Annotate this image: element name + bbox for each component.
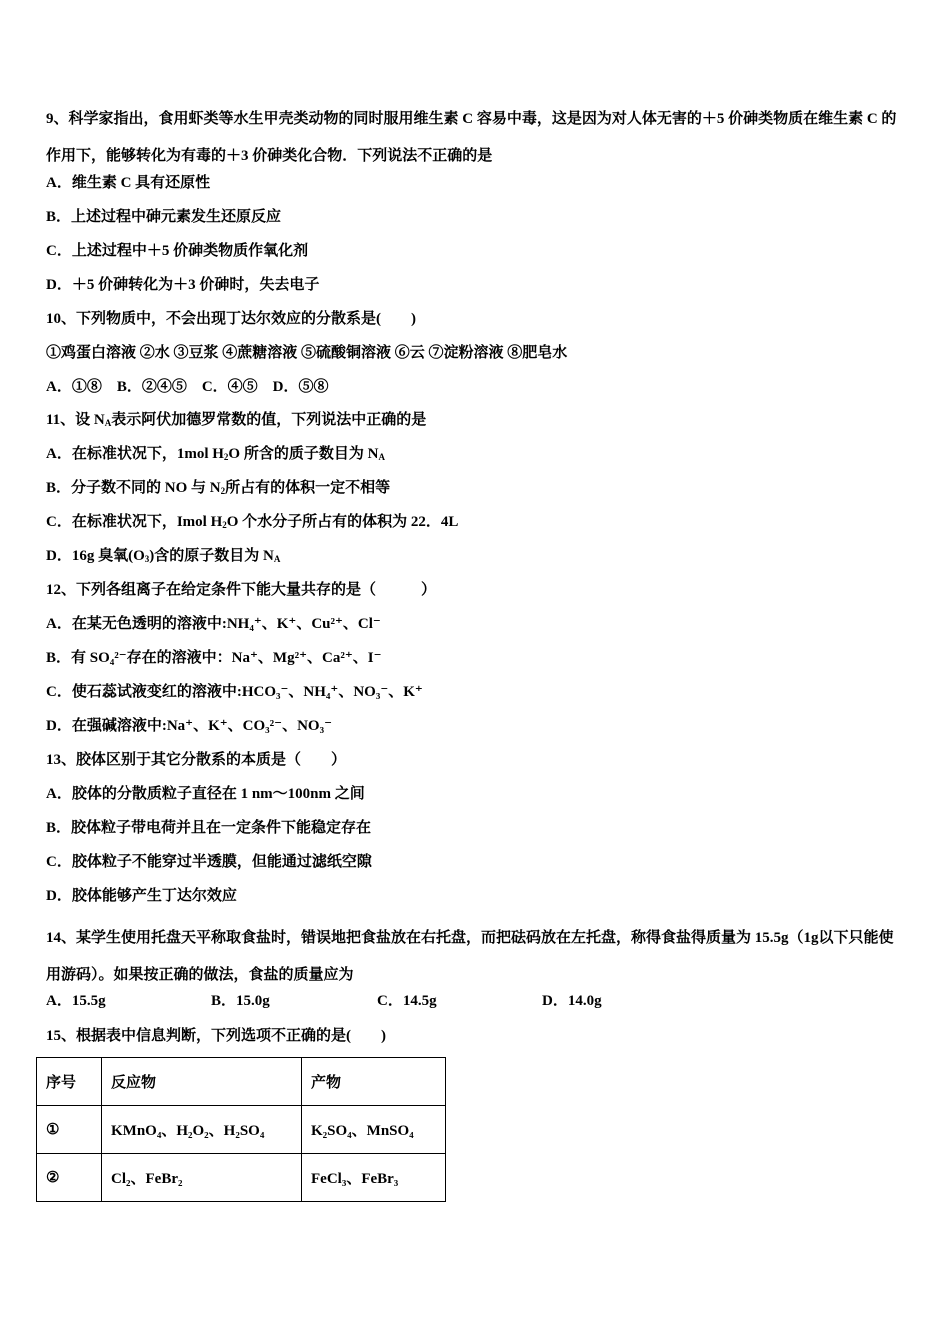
q10-options: A．①⑧ B．②④⑤ C．④⑤ D．⑤⑧ [46,379,329,395]
q10-stem: 10、下列物质中，不会出现丁达尔效应的分散系是( ) [46,311,416,327]
row-no: ② [37,1154,102,1202]
table-header-row [37,1058,446,1106]
q14-stem: 14、某学生使用托盘天平称取食盐时，错误地把食盐放在右托盘，而把砝码放在左托盘，称得食盐得质量为 15.5g（1g以下只能使用游码）。如果按正确的做法，食盐的质量应为 [46,930,894,983]
q12-option-a: A．在某无色透明的溶液中:NH₄⁺、K⁺、Cu²⁺、Cl⁻ [46,616,381,632]
q11-option-c: C．在标准状况下，Imol $H_2O$ 个水分子所占有的体积为 22．4L [46,514,459,530]
q11-option-a: A．在标准状况下，1mol $H_2O$ 所含的质子数目为 $N_A$ [46,446,385,462]
q10-list: ①鸡蛋白溶液 ②水 ③豆浆 ④蔗糖溶液 ⑤硫酸铜溶液 ⑥云 ⑦淀粉溶液 ⑧肥皂水 [46,345,568,361]
row-products: K₂SO₄、MnSO₄ [302,1106,446,1154]
q13-option-d: D．胶体能够产生丁达尔效应 [46,888,237,904]
q9-option-d: D．＋5 价砷转化为＋3 价砷时，失去电子 [46,277,320,293]
table-row [37,1106,446,1154]
q12-option-c: C．使石蕊试液变红的溶液中:HCO₃⁻、NH₄⁺、NO₃⁻、K⁺ [46,684,423,700]
q11-stem: 11、设 $N_A$表示阿伏加德罗常数的值，下列说法中正确的是 [46,412,427,428]
q9-option-a: A．维生素 C 具有还原性 [46,175,211,191]
q12-option-b: B．有 SO₄²⁻存在的溶液中：Na⁺、Mg²⁺、Ca²⁺、I⁻ [46,650,382,666]
q15-table [36,1057,446,1202]
q14-option-b: B．15.0g [211,993,270,1009]
q13-option-c: C．胶体粒子不能穿过半透膜，但能通过滤纸空隙 [46,854,372,870]
q11-option-b: B．分子数不同的 NO 与 $N_2$所占有的体积一定不相等 [46,480,391,496]
q9-stem: 9、科学家指出，食用虾类等水生甲壳类动物的同时服用维生素 C 容易中毒，这是因为对人体无害的＋5 价砷类物质在维生素 C 的作用下，能够转化为有毒的＋3 价砷类化合物．下列说法不正确的是 [46,111,897,164]
q14-option-d: D．14.0g [542,993,602,1009]
q12-option-d: D．在强碱溶液中:Na⁺、K⁺、CO₃²⁻、NO₃⁻ [46,718,332,734]
q13-option-a: A．胶体的分散质粒子直径在 1 nm～100nm 之间 [46,786,365,802]
q12-stem: 12、下列各组离子在给定条件下能大量共存的是（ ） [46,582,437,598]
row-no: ① [37,1106,102,1154]
q9-option-b: B．上述过程中砷元素发生还原反应 [46,209,282,225]
q14-option-c: C．14.5g [377,993,437,1009]
row-reactants: KMnO₄、H₂O₂、H₂SO₄ [102,1106,302,1154]
header-no: 序号 [37,1058,102,1106]
q13-stem: 13、胶体区别于其它分散系的本质是（ ） [46,752,347,768]
q11-option-d: D．16g 臭氧$(O_3)$含的原子数目为 $N_A$ [46,548,281,564]
q9-option-c: C．上述过程中＋5 价砷类物质作氧化剂 [46,243,309,259]
q14-option-a: A．15.5g [46,993,106,1009]
table-row [37,1154,446,1202]
q15-stem: 15、根据表中信息判断，下列选项不正确的是( ) [46,1028,387,1044]
row-products: FeCl₃、FeBr₃ [302,1154,446,1202]
header-reactants: 反应物 [102,1058,302,1106]
row-reactants: Cl₂、FeBr₂ [102,1154,302,1202]
header-products: 产物 [302,1058,446,1106]
q13-option-b: B．胶体粒子带电荷并且在一定条件下能稳定存在 [46,820,372,836]
